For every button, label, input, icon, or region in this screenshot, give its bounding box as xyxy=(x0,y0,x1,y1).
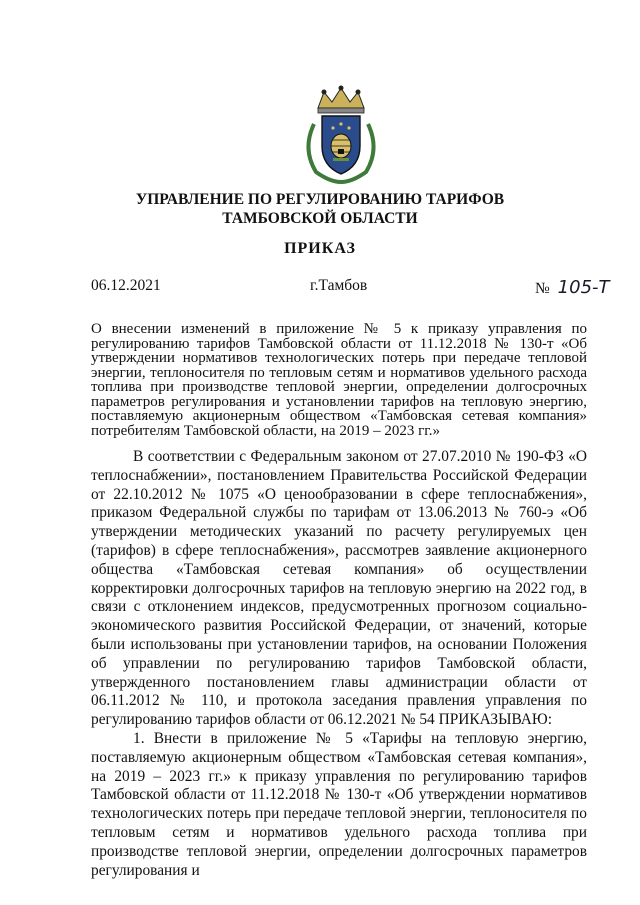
document-number xyxy=(535,277,610,298)
organization-name-line1: УПРАВЛЕНИЕ ПО РЕГУЛИРОВАНИЮ ТАРИФОВ xyxy=(135,191,505,208)
document-type-title: ПРИКАЗ xyxy=(284,240,356,257)
handwritten-number: 105-Т xyxy=(557,277,610,298)
document-subject: О внесении изменений в приложение № 5 к приказу управления по регулированию тарифов Тамбовской области от 11.12.2018 № 130-т «Об утверждении нормативов технологических потерь при передаче тепловой энергии, теплоносителя по тепловым сетям и нормативов удельного расхода топлива при производстве тепловой энергии, определении долгосрочных параметров регулирования и установлении тарифов на тепловую энергию, поставляемую акционерным обществом «Тамбовская сетевая компания» потребителям Тамбовской области, на 2019 – 2023 гг.» xyxy=(91,321,587,439)
organization-name-line2: ТАМБОВСКОЙ ОБЛАСТИ xyxy=(222,210,418,227)
document-city: г.Тамбов xyxy=(310,277,368,294)
number-prefix: № xyxy=(535,280,550,297)
document-body xyxy=(91,448,587,880)
document-date: 06.12.2021 xyxy=(91,277,161,294)
coat-of-arms-icon xyxy=(296,84,386,184)
body-paragraph-preamble: В соответствии с Федеральным законом от 27.07.2010 № 190-ФЗ «О теплоснабжении», постановлением Правительства Российской Федерации от 22.10.2012 № 1075 «О ценообразовании в сфере теплоснабжения», приказом Федеральной службы по тарифам от 13.06.2013 № 760-э «Об утверждении методических указаний по расчету регулируемых цен (тарифов) в сфере теплоснабжения», рассмотрев заявление акционерного общества «Тамбовская сетевая компания» об осуществлении корректировки долгосрочных тарифов на тепловую энергию на 2022 год, в связи с отклонением индексов, предусмотренных прогнозом социально-экономического развития Российской Федерации, от значений, которые были использованы при установлении тарифов, на основании Положения об управлении по регулированию тарифов Тамбовской области, утвержденного постановлением главы администрации области от 06.11.2012 № 110, и протокола заседания правления управления по регулированию тарифов области от 06.12.2021 № 54 ПРИКАЗЫВАЮ: xyxy=(91,448,587,729)
body-paragraph-item-1: 1. Внести в приложение № 5 «Тарифы на тепловую энергию, поставляемую акционерным обществом «Тамбовская сетевая компания», на 2019 – 2023 гг.» к приказу управления по регулированию тарифов Тамбовской области от 11.12.2018 № 130-т «Об утверждении нормативов технологических потерь при передаче тепловой энергии, теплоносителя по тепловым сетям и нормативов удельного расхода топлива при производстве тепловой энергии, определении долгосрочных параметров регулирования и xyxy=(91,729,587,879)
